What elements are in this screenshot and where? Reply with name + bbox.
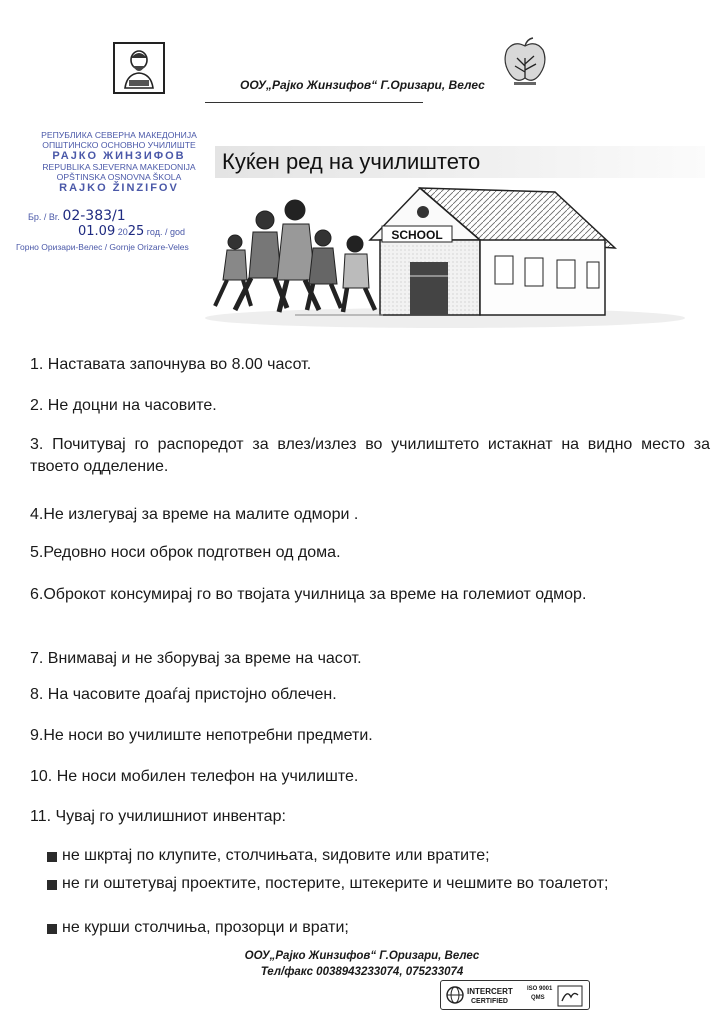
stamp-date-value: 01.09	[78, 224, 116, 239]
square-bullet-icon	[47, 852, 57, 862]
stamp-year-suffix: год. / god	[144, 227, 185, 237]
footer-school-name: ООУ„Рајко Жинзифов“ Г.Оризари, Велес	[244, 950, 480, 962]
stamp-reg-label: Бр. / Br.	[28, 212, 60, 222]
stamp-year-prefix: 20	[117, 227, 128, 237]
cert-seal-icon	[557, 985, 583, 1007]
globe-icon	[445, 985, 465, 1005]
stamp-line: REPUBLIKA SJEVERNA MAKEDONIJA	[42, 162, 196, 172]
stamp-reg-number: 02-383/1	[62, 208, 126, 224]
stamp-line: ОПШТИНСКО ОСНОВНО УЧИЛИШТЕ	[42, 140, 196, 150]
stamp-year-hand: 25	[127, 224, 145, 239]
header-school-name: ООУ„Рајко Жинзифов“ Г.Оризари, Велес	[240, 78, 485, 92]
school-sign: SCHOOL	[391, 228, 443, 242]
cert-sub: CERTIFIED	[471, 998, 508, 1005]
stamp-registration	[28, 208, 126, 224]
header-divider	[205, 102, 423, 103]
certification-badge	[440, 980, 590, 1010]
stamp-date	[78, 224, 185, 239]
portrait-icon	[115, 44, 163, 92]
footer-contact: Тел/факс 0038943233074, 075233074	[260, 966, 464, 978]
stamp-place: Горно Оризари-Велес / Gornje Orizare-Veles	[16, 242, 189, 252]
school-apple-logo	[500, 36, 550, 88]
cert-iso: ISO 9001	[527, 986, 553, 992]
school-portrait-logo	[113, 42, 165, 94]
rule-item: 5.Редовно носи оброк подготвен од дома.	[30, 544, 341, 561]
rule-item: 1. Наставата започнува во 8.00 часот.	[30, 356, 312, 373]
school-building-icon	[195, 180, 710, 330]
square-bullet-icon	[47, 880, 57, 890]
bullet-item	[46, 845, 696, 867]
rule-item: 8. На часовите доаѓај пристојно облечен.	[30, 686, 337, 703]
official-stamp	[12, 130, 226, 194]
page-title: Куќен ред на училиштето	[222, 149, 481, 174]
rule-item: 11. Чувај го училишниот инвентар:	[30, 808, 286, 825]
rule-item: 4.Не излегувај за време на малите одмори .	[30, 506, 359, 523]
stamp-line: РЕПУБЛИКА СЕВЕРНА МАКЕДОНИЈА	[41, 130, 197, 140]
school-illustration	[195, 180, 710, 330]
bullet-text: не ги оштетувај проектите, постерите, штекерите и чешмите во тоалетот;	[62, 875, 609, 892]
bullet-text: не курши столчиња, прозорци и врати;	[62, 919, 349, 936]
square-bullet-icon	[47, 924, 57, 934]
stamp-line: RAJKO ŽINZIFOV	[59, 182, 179, 194]
apple-tree-icon	[500, 36, 550, 88]
rule-item: 7. Внимавај и не зборувај за време на часот.	[30, 650, 362, 667]
rule-item: 3. Почитувај го распоредот за влез/излез во училиштето истакнат на видно место за твоето одделение.	[30, 436, 710, 475]
bullet-text: не шкртај по клупите, столчињата, ѕидовите или вратите;	[62, 847, 490, 864]
stamp-line: OPŠTINSKA OSNOVNA ŠKOLA	[56, 172, 182, 182]
rule-item: 2. Не доцни на часовите.	[30, 397, 217, 414]
cert-qms: QMS	[531, 995, 545, 1001]
bullet-item	[46, 873, 696, 895]
rule-item: 10. Не носи мобилен телефон на училиште.	[30, 768, 359, 785]
bullet-item	[46, 917, 696, 939]
cert-brand: INTERCERT	[467, 987, 513, 996]
stamp-line: РАЈКО ЖИНЗИФОВ	[52, 150, 186, 162]
rule-item: 6.Оброкот консумирај го во твојата училница за време на големиот одмор.	[30, 586, 587, 603]
rule-item: 9.Не носи во училиште непотребни предмети.	[30, 727, 373, 744]
